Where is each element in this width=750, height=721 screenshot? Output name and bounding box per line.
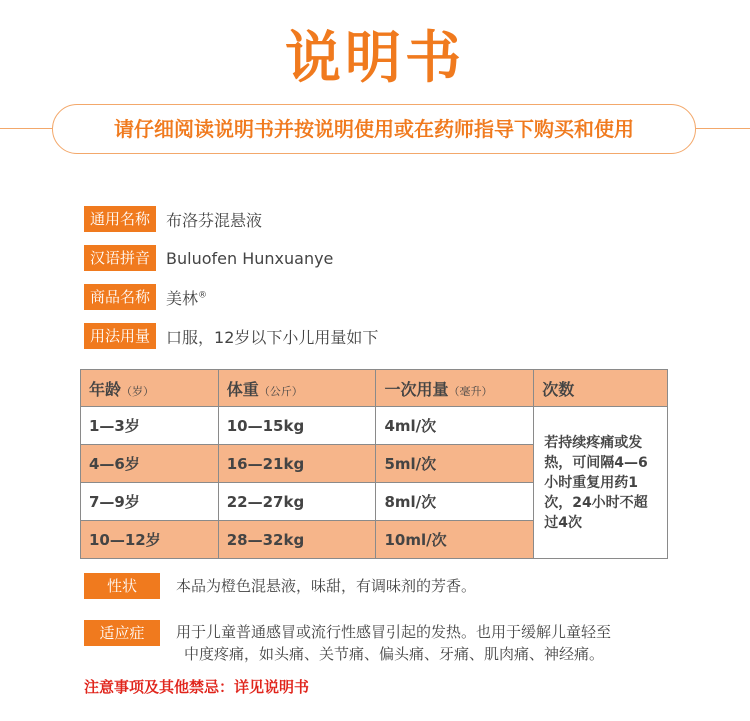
- table-row: [81, 407, 668, 445]
- indications-line-2: 中度疼痛，如头痛、关节痛、偏头痛、牙痛、肌肉痛、神经痛。: [184, 645, 605, 663]
- header-frequency: 次数: [534, 370, 668, 407]
- usage-label: 用法用量: [84, 323, 156, 349]
- indications-line-1: 用于儿童普通感冒或流行性感冒引起的发热。也用于缓解儿童轻至: [176, 623, 612, 641]
- field-pinyin: [84, 245, 333, 271]
- cell-weight: 16—21kg: [218, 445, 376, 483]
- generic-name-value: 布洛芬混悬液: [166, 210, 263, 230]
- field-generic-name: [84, 206, 262, 232]
- usage-value: 口服，12岁以下小儿用量如下: [166, 327, 379, 347]
- cell-weight: 22—27kg: [218, 483, 376, 521]
- warning-text: 注意事项及其他禁忌：详见说明书: [84, 678, 310, 696]
- cell-frequency: 若持续疼痛或发热，可间隔4—6小时重复用药1次，24小时不超过4次: [534, 407, 668, 559]
- properties-label: 性状: [84, 573, 160, 599]
- notice-banner: 请仔细阅读说明书并按说明使用或在药师指导下购买和使用: [52, 104, 696, 154]
- pinyin-value: Buluofen Hunxuanye: [166, 248, 334, 268]
- indications-label: 适应症: [84, 620, 160, 646]
- header-weight: 体重（公斤）: [218, 370, 376, 407]
- cell-age: 10—12岁: [81, 521, 219, 559]
- table-header-row: [81, 370, 668, 407]
- dosage-table: [80, 369, 668, 559]
- field-trade-name: [84, 284, 207, 310]
- cell-age: 4—6岁: [81, 445, 219, 483]
- cell-dose: 5ml/次: [376, 445, 534, 483]
- cell-dose: 10ml/次: [376, 521, 534, 559]
- cell-age: 1—3岁: [81, 407, 219, 445]
- cell-dose: 4ml/次: [376, 407, 534, 445]
- field-usage: [84, 323, 378, 349]
- generic-name-label: 通用名称: [84, 206, 156, 232]
- registered-mark: ®: [198, 290, 208, 301]
- pinyin-label: 汉语拼音: [84, 245, 156, 271]
- page-title: 说明书: [285, 26, 465, 91]
- properties-value: 本品为橙色混悬液，味甜，有调味剂的芳香。: [176, 577, 477, 595]
- trade-name-value-wrap: [166, 286, 207, 309]
- cell-dose: 8ml/次: [376, 483, 534, 521]
- trade-name-value: 美林: [166, 288, 199, 308]
- header-dose: 一次用量（毫升）: [376, 370, 534, 407]
- header-age: 年龄（岁）: [81, 370, 219, 407]
- cell-age: 7—9岁: [81, 483, 219, 521]
- trade-name-label: 商品名称: [84, 284, 156, 310]
- cell-weight: 28—32kg: [218, 521, 376, 559]
- cell-weight: 10—15kg: [218, 407, 376, 445]
